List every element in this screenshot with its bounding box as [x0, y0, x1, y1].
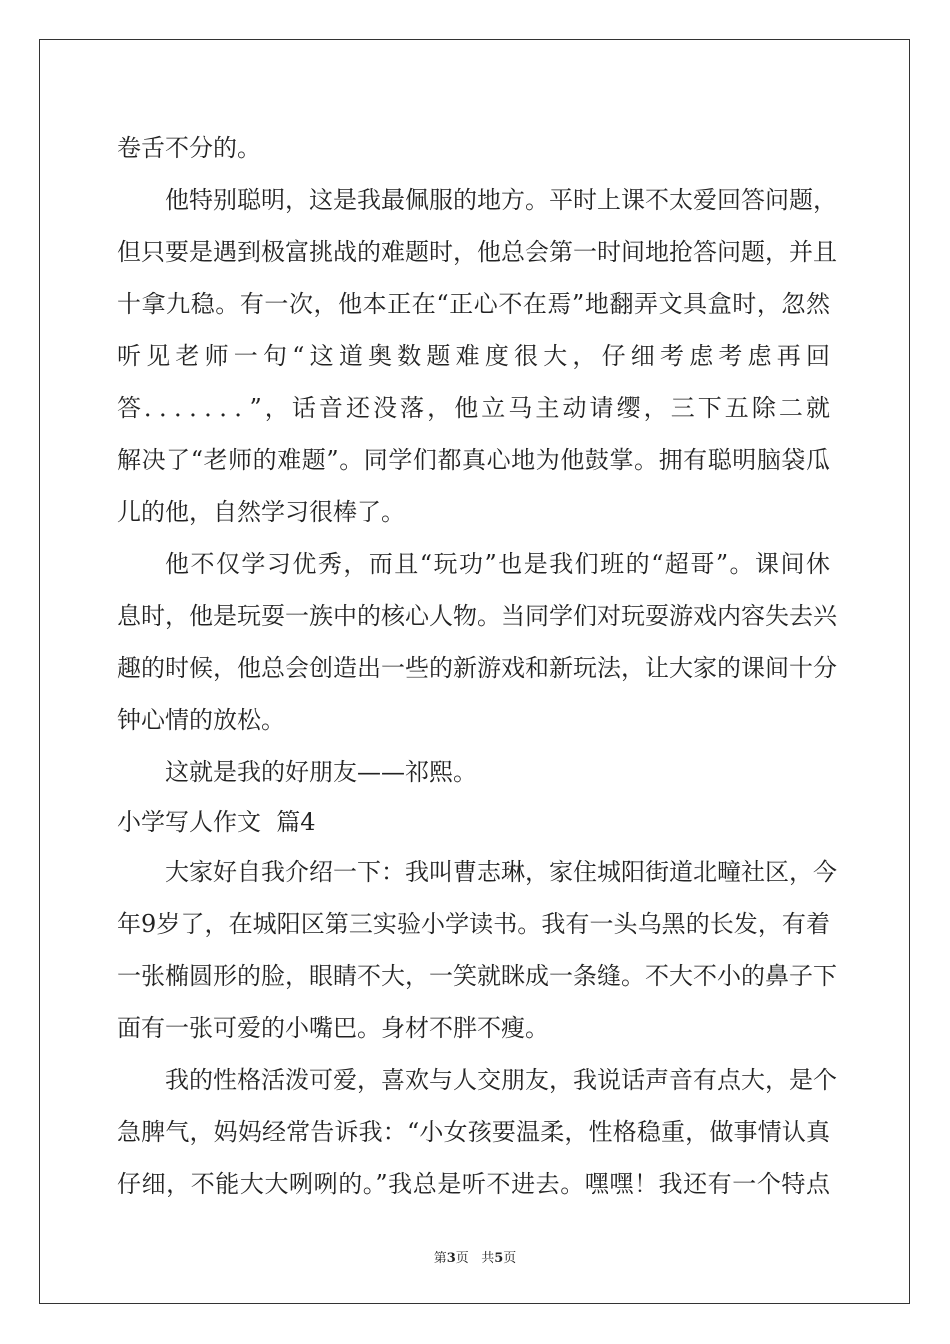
text-line: 他不仅学习优秀，而且“玩功”也是我们班的“超哥”。课间休: [165, 550, 830, 578]
total-suffix: 页: [503, 1251, 517, 1266]
text-line: 他特别聪明，这是我最佩服的地方。平时上课不太爱回答问题，: [165, 186, 837, 214]
text-line: 儿的他，自然学习很棒了。: [117, 498, 405, 526]
text-line: 听见老师一句“这道奥数题难度很大，仔细考虑考虑再回: [117, 342, 830, 370]
text-line: 卷舌不分的。: [117, 134, 261, 162]
text-line: 急脾气，妈妈经常告诉我：“小女孩要温柔，性格稳重，做事情认真: [117, 1118, 830, 1146]
page-label-prefix: 第: [433, 1251, 447, 1266]
text-line: 解决了“老师的难题”。同学们都真心地为他鼓掌。拥有聪明脑袋瓜: [117, 446, 830, 474]
text-line: 年9岁了，在城阳区第三实验小学读书。我有一头乌黑的长发，有着: [117, 910, 830, 938]
text-line: 大家好自我介绍一下：我叫曹志琳，家住城阳街道北疃社区，今: [165, 858, 837, 886]
page-footer: [0, 1247, 950, 1266]
text-line: 仔细，不能大大咧咧的。”我总是听不进去。嘿嘿！我还有一个特点: [117, 1170, 830, 1198]
text-line: 趣的时候，他总会创造出一些的新游戏和新玩法，让大家的课间十分: [117, 654, 837, 682]
text-line: 但只要是遇到极富挑战的难题时，他总会第一时间地抢答问题，并且: [117, 238, 837, 266]
text-line: 钟心情的放松。: [117, 706, 285, 734]
text-line: 面有一张可爱的小嘴巴。身材不胖不瘦。: [117, 1014, 549, 1042]
text-line: 答．．．．．．．”，话音还没落，他立马主动请缨，三下五除二就: [117, 394, 830, 422]
text-line: 我的性格活泼可爱，喜欢与人交朋友，我说话声音有点大，是个: [165, 1066, 837, 1094]
total-pages: 5: [494, 1251, 504, 1266]
total-prefix: 共: [481, 1251, 495, 1266]
text-line: 十拿九稳。有一次，他本正在“正心不在焉”地翻弄文具盒时，忽然: [117, 290, 830, 318]
text-line: 一张椭圆形的脸，眼睛不大，一笑就眯成一条缝。不大不小的鼻子下: [117, 962, 837, 990]
text-line: 息时，他是玩耍一族中的核心人物。当同学们对玩耍游戏内容失去兴: [117, 602, 837, 630]
text-line: 这就是我的好朋友——祁熙。: [165, 758, 477, 786]
section-heading: 小学写人作文 篇4: [117, 808, 316, 836]
page-number: 3: [446, 1251, 456, 1266]
page-label-suffix: 页: [455, 1251, 469, 1266]
